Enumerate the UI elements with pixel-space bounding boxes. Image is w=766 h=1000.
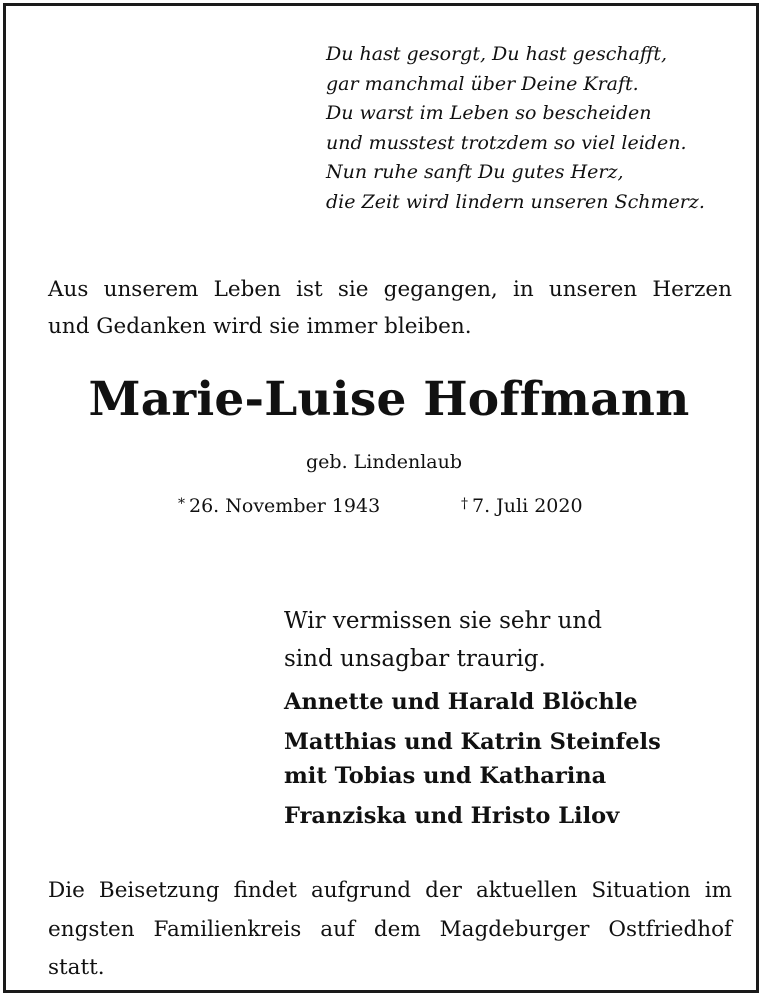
notice-line: engsten Familienkreis auf dem Magdeburger Ostfriedhof	[48, 916, 732, 942]
mourner-group	[284, 685, 661, 719]
poem-line: Nun ruhe sanft Du gutes Herz,	[326, 161, 624, 183]
notice-line: statt.	[48, 955, 105, 980]
birth-date: 26. November 1943	[189, 495, 381, 517]
mourning-text	[284, 602, 602, 678]
death-date: 7. Juli 2020	[472, 495, 583, 517]
obituary-border	[3, 3, 759, 993]
birth-name: geb. Lindenlaub	[306, 451, 463, 473]
poem-line: die Zeit wird lindern unseren Schmerz.	[326, 190, 705, 213]
poem-line: gar manchmal über Deine Kraft.	[326, 72, 639, 95]
mourner-line: mit Tobias und Katharina	[284, 763, 607, 789]
poem-line: Du hast gesorgt, Du hast geschafft,	[326, 43, 668, 65]
notice-line: Die Beisetzung findet aufgrund der aktuellen Situation im	[48, 878, 732, 903]
mourning-line: sind unsagbar traurig.	[284, 646, 546, 672]
mourner-group	[284, 799, 661, 833]
deceased-name: Marie-Luise Hoffmann	[88, 372, 690, 427]
death-cross-icon: †	[461, 496, 468, 512]
mourning-line: Wir vermissen sie sehr und	[284, 608, 602, 634]
mourner-group	[284, 725, 661, 793]
intro-line: und Gedanken wird sie immer bleiben.	[48, 314, 472, 339]
funeral-notice	[48, 872, 732, 988]
intro-line: Aus unserem Leben ist sie gegangen, in unseren Herzen	[48, 277, 732, 302]
poem	[326, 40, 756, 217]
poem-line: Du warst im Leben so bescheiden	[326, 102, 652, 124]
mourner-line: Annette und Harald Blöchle	[284, 689, 638, 715]
death-date-line	[461, 491, 583, 519]
mourners-list	[284, 685, 661, 839]
poem-line: und musstest trotzdem so viel leiden.	[326, 131, 687, 154]
mourner-line: Franziska und Hristo Lilov	[284, 803, 620, 829]
intro-text	[48, 271, 732, 345]
mourner-line: Matthias und Katrin Steinfels	[284, 729, 661, 755]
birth-star-icon: *	[178, 496, 185, 512]
birth-date-line	[178, 491, 380, 519]
